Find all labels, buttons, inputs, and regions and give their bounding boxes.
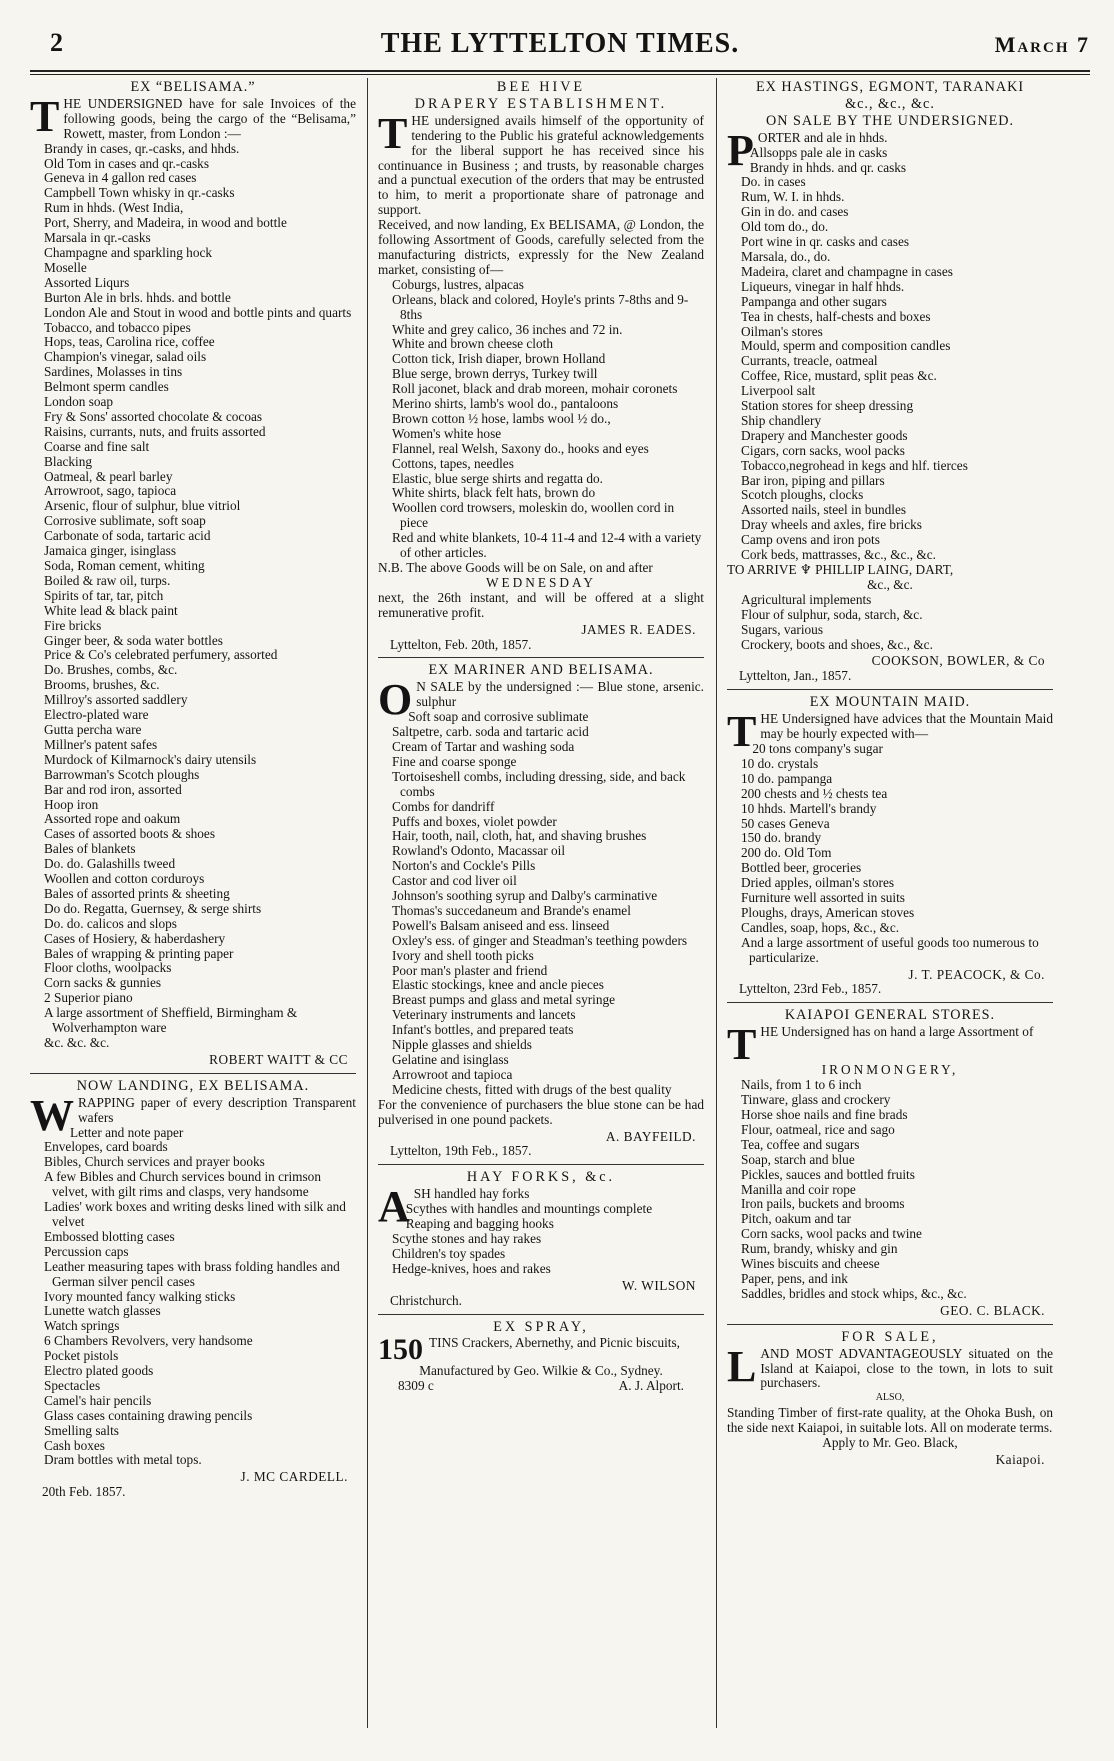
list-item: Marsala in qr.-casks	[44, 230, 151, 246]
ad-kaiapoi-stores	[727, 1008, 1053, 1318]
ad-signature: GEO. C. BLACK.	[940, 1302, 1045, 1318]
list-item: Letter and note paper	[70, 1124, 184, 1140]
ad-separator	[378, 1164, 704, 1165]
ad-intro-text: RAPPING paper of every description Transparent wafers	[78, 1094, 356, 1125]
ad-title: EX MOUNTAIN MAID.	[809, 694, 971, 711]
list-item: Floor cloths, woolpacks	[44, 960, 172, 976]
list-item: Brandy in cases, qr.-casks, and hhds.	[44, 140, 240, 156]
list-item: Elastic, blue serge shirts and regatta do.	[392, 470, 603, 486]
ad-ex-mariner	[378, 663, 704, 1159]
list-item: Percussion caps	[44, 1243, 129, 1259]
sale-day: WEDNESDAY	[486, 574, 596, 590]
column-3	[727, 80, 1053, 1472]
ad-intro-text: ORTER and ale in hhds.	[757, 129, 888, 145]
column-divider	[367, 78, 368, 1728]
ad-separator	[727, 689, 1053, 690]
list-item: Coffee, Rice, mustard, split peas &c.	[741, 368, 937, 384]
list-item: Pitch, oakum and tar	[741, 1211, 852, 1227]
list-item: Bales of assorted prints & sheeting	[44, 885, 230, 901]
masthead	[30, 28, 1090, 62]
list-item: Scythe stones and hay rakes	[392, 1230, 542, 1246]
list-item: Liverpool salt	[741, 383, 816, 399]
list-item: Tobacco,negrohead in kegs and hlf. tierces	[741, 457, 968, 473]
ad-subtitle: DRAPERY ESTABLISHMENT.	[414, 95, 668, 112]
ad-intro-text: HE undersigned avails himself of the opportunity of tendering to the Public his grateful acknowledgements for the liberal support he has received since his continuance in Business ; and trusts, by reasonable charges and a punctual execution of the orders that may be entrusted to him, to merit a proportionate share of patronage and support.	[378, 112, 704, 218]
list-item: Bibles, Church services and prayer books	[44, 1154, 265, 1170]
list-item: Assorted nails, steel in bundles	[741, 502, 907, 518]
list-item: Horse shoe nails and fine brads	[741, 1107, 908, 1122]
list-item: Boiled & raw oil, turps.	[44, 572, 171, 588]
list-item: Price & Co's celebrated perfumery, assorted	[44, 647, 278, 663]
list-item: Cigars, corn sacks, wool packs	[741, 442, 905, 458]
item-list	[378, 278, 704, 561]
list-item: Oxley's ess. of ginger and Steadman's teething powders	[392, 932, 688, 948]
list-item: Camel's hair pencils	[44, 1392, 152, 1408]
list-item: Rum, brandy, whisky and gin	[741, 1241, 898, 1257]
list-item: Bales of blankets	[44, 841, 136, 857]
list-item: Tobacco, and tobacco pipes	[44, 319, 191, 335]
list-item: Cases of assorted boots & shoes	[44, 826, 215, 842]
list-item: Raisins, currants, nuts, and fruits assorted	[44, 423, 266, 439]
ad-note: For the convenience of purchasers the blue stone can be had pulverised in one pound packets.	[378, 1096, 704, 1127]
list-item: Tea in chests, half-chests and boxes	[741, 308, 931, 324]
ad-separator	[727, 1002, 1053, 1003]
list-item: Flannel, real Welsh, Saxony do., hooks and eyes	[392, 440, 649, 456]
list-item: Allsopps pale ale in casks	[749, 144, 888, 160]
ad-dateline: Lyttelton, 23rd Feb., 1857.	[739, 981, 882, 997]
list-item: Port, Sherry, and Madeira, in wood and bottle	[44, 215, 287, 231]
list-item: Woollen cord trowsers, moleskin do, woollen cord in piece	[392, 500, 675, 531]
ad-title: EX SPRAY,	[493, 1318, 589, 1335]
list-item: Rum, W. I. in hhds.	[741, 189, 845, 205]
list-item: Ladies' work boxes and writing desks lined with silk and velvet	[44, 1199, 346, 1229]
list-item: Ploughs, drays, American stoves	[741, 904, 915, 920]
list-item: Fine and coarse sponge	[392, 753, 517, 769]
drop-cap: P	[727, 125, 754, 175]
list-item: 2 Superior piano	[44, 990, 133, 1006]
column-divider	[716, 78, 717, 1728]
manufacturer-line: Manufactured by Geo. Wilkie & Co., Sydney.	[419, 1363, 663, 1379]
to-arrive-heading: TO ARRIVE ♆ PHILLIP LAING, DART,	[727, 562, 954, 577]
ad-separator	[378, 1314, 704, 1315]
list-item: Carbonate of soda, tartaric acid	[44, 528, 211, 544]
ad-bee-hive	[378, 80, 704, 652]
ad-title: EX “BELISAMA.”	[130, 79, 256, 95]
list-item: Cork beds, mattrasses, &c., &c., &c.	[741, 547, 936, 563]
list-item: Tinware, glass and crockery	[741, 1092, 891, 1108]
list-item: Red and white blankets, 10-4 11-4 and 12-4 with a variety of other articles.	[392, 530, 702, 561]
ad-signature: J. T. PEACOCK, & Co.	[908, 966, 1045, 982]
ad-body-text: TINS Crackers, Abernethy, and Picnic biscuits,	[429, 1335, 680, 1351]
drop-cap: A	[378, 1182, 410, 1232]
list-item: 50 cases Geneva	[741, 815, 830, 831]
list-item: Corrosive sublimate, soft soap	[44, 513, 206, 529]
list-item: Smelling salts	[44, 1422, 119, 1438]
column-1	[30, 80, 356, 1504]
list-item: Ginger beer, & soda water bottles	[44, 632, 223, 648]
list-item: 10 do. crystals	[741, 755, 819, 771]
list-item: Sugars, various	[741, 621, 823, 637]
issue-date: March 7	[994, 32, 1090, 57]
list-item: Crockery, boots and shoes, &c., &c.	[741, 636, 933, 652]
drop-cap: T	[378, 108, 408, 158]
list-item: Flour of sulphur, soda, starch, &c.	[741, 606, 923, 622]
masthead-rule	[30, 70, 1090, 72]
ad-title: FOR SALE,	[841, 1328, 939, 1345]
list-item: Millroy's assorted saddlery	[44, 692, 188, 708]
list-item: Scotch ploughs, clocks	[741, 487, 864, 503]
list-item: Bar iron, piping and pillars	[741, 472, 885, 488]
list-item: Gutta percha ware	[44, 721, 142, 737]
list-item: Soft soap and corrosive sublimate	[408, 709, 589, 725]
list-item: Children's toy spades	[392, 1245, 506, 1261]
ad-dateline: Lyttelton, Jan., 1857.	[739, 668, 852, 684]
list-item: Bottled beer, groceries	[741, 860, 862, 876]
list-item: Thomas's succedaneum and Brande's enamel	[392, 902, 631, 918]
ad-mountain-maid	[727, 695, 1053, 997]
list-item: Do do. Regatta, Guernsey, & serge shirts	[44, 900, 262, 916]
list-item: Woollen and cotton corduroys	[44, 871, 205, 887]
ad-separator	[30, 1073, 356, 1074]
list-item: Champagne and sparkling hock	[44, 244, 213, 260]
list-item: A large assortment of Sheffield, Birmingham & Wolverhampton ware	[44, 1005, 298, 1036]
list-item: Liqueurs, vinegar in half hhds.	[741, 278, 905, 294]
ad-footer	[378, 1379, 704, 1394]
list-item: Madeira, claret and champagne in cases	[741, 263, 953, 279]
list-item: Oatmeal, & pearl barley	[44, 468, 173, 484]
list-item: Powell's Balsam aniseed and ess. linseed	[392, 917, 610, 933]
ad-dateline: 20th Feb. 1857.	[42, 1484, 126, 1500]
ad-body: Standing Timber of first-rate quality, at the Ohoka Bush, on the side next Kaiapoi, in suitable lots. All on moderate terms.	[727, 1405, 1053, 1436]
ad-title: NOW LANDING, EX BELISAMA.	[76, 1077, 310, 1094]
list-item: Camp ovens and iron pots	[741, 532, 880, 548]
list-item: Arrowroot and tapioca	[392, 1066, 513, 1082]
item-list	[727, 1078, 1053, 1302]
list-item: Station stores for sheep dressing	[741, 398, 914, 414]
list-item: Wines biscuits and cheese	[741, 1256, 880, 1272]
list-item: Corn sacks & gunnies	[44, 975, 162, 991]
drop-cap: T	[30, 91, 60, 141]
list-item: 10 hhds. Martell's brandy	[741, 800, 877, 816]
item-list	[378, 1202, 704, 1277]
list-item: Cotton tick, Irish diaper, brown Holland	[392, 351, 606, 367]
list-item: Assorted Liqurs	[44, 274, 130, 290]
ad-intro-text: HE Undersigned has on hand a large Assortment of	[760, 1024, 1034, 1040]
list-item: Oilman's stores	[741, 323, 823, 339]
ad-title: EX HASTINGS, EGMONT, TARANAKI	[755, 79, 1025, 95]
list-item: Breast pumps and glass and metal syringe	[392, 992, 616, 1008]
also-label: ALSO,	[875, 1392, 905, 1404]
list-item: Pickles, sauces and bottled fruits	[741, 1166, 915, 1182]
list-item: Paper, pens, and ink	[741, 1270, 848, 1286]
list-item: Cases of Hosiery, & haberdashery	[44, 930, 226, 946]
list-item: Gelatine and isinglass	[392, 1052, 509, 1067]
drop-cap: L	[727, 1341, 757, 1391]
list-item: Old tom do., do.	[741, 219, 829, 235]
list-item: Roll jaconet, black and drab moreen, mohair coronets	[392, 381, 678, 397]
list-item: &c. &c. &c.	[44, 1035, 110, 1050]
list-item: Hops, teas, Carolina rice, coffee	[44, 334, 215, 350]
list-item: Brandy in hhds. and qr. casks	[749, 159, 907, 175]
item-list	[30, 142, 356, 1051]
list-item: Currants, treacle, oatmeal	[741, 353, 878, 369]
list-item: Electro-plated ware	[44, 707, 149, 723]
list-item: Embossed blotting cases	[44, 1228, 175, 1244]
list-item: Do. do. Galashills tweed	[44, 856, 176, 872]
list-item: Bales of wrapping & printing paper	[44, 945, 234, 961]
list-item: Tea, coffee and sugars	[741, 1136, 860, 1152]
drop-cap: W	[30, 1090, 74, 1140]
ad-intro-text: HE UNDERSIGNED have for sale Invoices of the following goods, being the cargo of the “Belisama,” Rowett, master, from London :—	[63, 95, 356, 141]
ad-signature: JAMES R. EADES.	[581, 621, 696, 637]
list-item: Champion's vinegar, salad oils	[44, 349, 207, 365]
list-item: Dray wheels and axles, fire bricks	[741, 517, 922, 533]
list-item: Do. Brushes, combs, &c.	[44, 662, 178, 678]
ad-code: 8309 c	[398, 1378, 434, 1394]
list-item: Barrowman's Scotch ploughs	[44, 766, 200, 782]
list-item: A few Bibles and Church services bound in crimson velvet, with gilt rims and clasps, very handsome	[44, 1169, 321, 1200]
list-item: Millner's patent safes	[44, 736, 158, 752]
ad-now-landing	[30, 1079, 356, 1500]
list-item: Coarse and fine salt	[44, 438, 150, 454]
list-item: Dram bottles with metal tops.	[44, 1452, 202, 1468]
list-item: Arrowroot, sago, tapioca	[44, 483, 177, 499]
list-item: Saddles, bridles and stock whips, &c., &c.	[741, 1285, 967, 1301]
ad-dateline: Lyttelton, 19th Feb., 1857.	[390, 1143, 532, 1159]
ad-signature: A. BAYFEILD.	[605, 1128, 696, 1144]
list-item: Hoop iron	[44, 796, 99, 812]
list-item: Tortoiseshell combs, including dressing, side, and back combs	[392, 768, 686, 799]
list-item: Scythes with handles and mountings complete	[405, 1201, 653, 1217]
list-item: Hedge-knives, hoes and rakes	[392, 1260, 551, 1276]
list-item: Cottons, tapes, needles	[392, 455, 514, 471]
list-item: Reaping and bagging hooks	[405, 1216, 554, 1232]
list-item: 200 do. Old Tom	[741, 845, 832, 861]
list-item: Mould, sperm and composition candles	[741, 338, 951, 354]
list-item: Combs for dandriff	[392, 798, 495, 814]
drop-cap: O	[378, 675, 413, 725]
list-item: Drapery and Manchester goods	[741, 427, 908, 443]
item-list	[378, 710, 704, 1098]
drop-cap: T	[727, 1020, 757, 1070]
list-item: Moselle	[44, 259, 87, 275]
column-2	[378, 80, 704, 1398]
list-item: Do. in cases	[741, 174, 806, 190]
ad-signature: ROBERT WAITT & CC	[209, 1051, 348, 1067]
page-number: 2	[50, 28, 63, 57]
ad-subtitle: ON SALE BY THE UNDERSIGNED.	[765, 112, 1015, 129]
list-item: And a large assortment of useful goods too numerous to particularize.	[741, 934, 1039, 965]
list-item: Geneva in 4 gallon red cases	[44, 170, 197, 186]
list-item: Sardines, Molasses in tins	[44, 364, 183, 380]
ad-ex-hastings	[727, 80, 1053, 684]
list-item: Blue serge, brown derrys, Turkey twill	[392, 366, 598, 382]
list-item: Jamaica ginger, isinglass	[44, 543, 177, 559]
ad-title-2: &c., &c., &c.	[845, 95, 935, 112]
ad-intro-text: HE Undersigned have advices that the Mountain Maid may be hourly expected with—	[760, 711, 1053, 742]
list-item: Cream of Tartar and washing soda	[392, 738, 575, 754]
ad-note-2: next, the 26th instant, and will be offered at a slight remunerative profit.	[378, 589, 704, 620]
ad-intro	[378, 108, 704, 218]
ad-intro	[727, 1341, 1053, 1392]
list-item: 10 do. pampanga	[741, 770, 833, 786]
ad-signature: COOKSON, BOWLER, & Co	[871, 653, 1045, 669]
list-item: Elastic stockings, knee and ancle pieces	[392, 977, 604, 993]
ad-dateline: Lyttelton, Feb. 20th, 1857.	[390, 636, 532, 652]
ad-intro-text: N SALE by the undersigned :— Blue stone, arsenic. sulphur	[416, 679, 704, 710]
list-item: Ivory mounted fancy walking sticks	[44, 1288, 236, 1304]
ad-ex-belisama	[30, 80, 356, 1068]
list-item: Johnson's soothing syrup and Dalby's carminative	[392, 888, 658, 904]
list-item: Brown cotton ½ hose, lambs wool ½ do.,	[392, 410, 611, 426]
list-item: Gin in do. and cases	[741, 204, 849, 220]
list-item: Corn sacks, wool packs and twine	[741, 1226, 922, 1242]
list-item: Fire bricks	[44, 617, 102, 633]
ad-place: Kaiapoi.	[995, 1451, 1045, 1467]
list-item: Iron pails, buckets and brooms	[741, 1196, 905, 1212]
list-item: Marsala, do., do.	[741, 248, 831, 264]
list-item: Glass cases containing drawing pencils	[44, 1407, 253, 1423]
list-item: Saltpetre, carb. soda and tartaric acid	[392, 724, 589, 740]
list-item: Furniture well assorted in suits	[741, 890, 905, 906]
list-item: Soap, starch and blue	[741, 1151, 855, 1167]
list-item: London soap	[44, 394, 114, 410]
ad-intro	[30, 91, 356, 142]
ad-intro-text: SH handled hay forks	[413, 1186, 530, 1202]
item-list	[727, 593, 1053, 653]
list-item: White lead & black paint	[44, 602, 178, 618]
list-item: Burton Ale in brls. hhds. and bottle	[44, 289, 231, 305]
list-item: Spirits of tar, tar, pitch	[44, 587, 164, 603]
list-item: Envelopes, card boards	[44, 1139, 168, 1155]
list-item: London Ale and Stout in wood and bottle pints and quarts	[44, 304, 352, 320]
list-item: Poor man's plaster and friend	[392, 962, 548, 978]
list-item: Manilla and coir rope	[741, 1181, 856, 1197]
list-item: Nails, from 1 to 6 inch	[741, 1077, 862, 1093]
list-item: Belmont sperm candles	[44, 379, 169, 395]
ad-title: HAY FORKS, &c.	[466, 1169, 616, 1186]
list-item: 20 tons company's sugar	[752, 740, 883, 756]
quantity-number: 150	[378, 1333, 423, 1367]
list-item: Flour, oatmeal, rice and sago	[741, 1121, 895, 1137]
ad-hay-forks	[378, 1170, 704, 1308]
to-arrive-sub: &c., &c.	[867, 576, 913, 592]
list-item: Port wine in qr. casks and cases	[741, 234, 910, 250]
ad-ex-spray	[378, 1320, 704, 1395]
ad-for-sale	[727, 1330, 1053, 1468]
ad-title: KAIAPOI GENERAL STORES.	[784, 1007, 996, 1024]
item-list	[727, 146, 1053, 563]
list-item: Castor and cod liver oil	[392, 873, 517, 889]
list-item: Rum in hhds. (West India,	[44, 200, 184, 216]
list-item: Rowland's Odonto, Macassar oil	[392, 843, 566, 859]
ad-signature: W. WILSON	[622, 1277, 696, 1293]
list-item: Electro plated goods	[44, 1363, 154, 1379]
list-item: 200 chests and ½ chests tea	[741, 785, 888, 801]
list-item: Pocket pistols	[44, 1348, 119, 1364]
ad-signature: J. MC CARDELL.	[240, 1469, 348, 1485]
item-list	[30, 1126, 356, 1469]
ironmongery-heading: IRONMONGERY,	[821, 1062, 959, 1078]
list-item: Orleans, black and colored, Hoyle's prints 7-8ths and 9-8ths	[392, 291, 689, 322]
ad-title: BEE HIVE	[496, 79, 586, 95]
masthead-rule-thin	[30, 74, 1090, 75]
ad-dateline: Christchurch.	[390, 1292, 463, 1308]
list-item: Ivory and shell tooth picks	[392, 947, 534, 963]
list-item: Norton's and Cockle's Pills	[392, 858, 536, 874]
list-item: Lunette watch glasses	[44, 1303, 161, 1319]
list-item: Leather measuring tapes with brass folding handles and German silver pencil cases	[44, 1258, 340, 1289]
item-list	[727, 742, 1053, 966]
list-item: Candles, soap, hops, &c., &c.	[741, 919, 900, 935]
ad-title: EX MARINER AND BELISAMA.	[428, 662, 654, 679]
ad-note: N.B. The above Goods will be on Sale, on and after	[378, 560, 653, 575]
list-item: Fry & Sons' assorted chocolate & cocoas	[44, 408, 263, 424]
list-item: Blacking	[44, 453, 93, 469]
list-item: Veterinary instruments and lancets	[392, 1007, 576, 1023]
list-item: Spectacles	[44, 1377, 101, 1393]
list-item: Watch springs	[44, 1318, 120, 1334]
list-item: Merino shirts, lamb's wool do., pantaloons	[392, 396, 619, 412]
list-item: 6 Chambers Revolvers, very handsome	[44, 1333, 253, 1349]
list-item: 150 do. brandy	[741, 830, 822, 846]
ad-body	[378, 1333, 704, 1367]
list-item: Infant's bottles, and prepared teats	[392, 1022, 574, 1038]
apply-line: Apply to Mr. Geo. Black,	[822, 1435, 958, 1451]
list-item: Murdock of Kilmarnock's dairy utensils	[44, 751, 257, 767]
list-item: White shirts, black felt hats, brown do	[392, 485, 596, 501]
list-item: Brooms, brushes, &c.	[44, 677, 160, 693]
list-item: Bar and rod iron, assorted	[44, 781, 182, 797]
list-item: Nipple glasses and shields	[392, 1037, 532, 1053]
list-item: Soda, Roman cement, whiting	[44, 558, 205, 573]
ad-separator	[727, 1324, 1053, 1325]
list-item: Agricultural implements	[741, 591, 872, 607]
list-item: Campbell Town whisky in qr.-casks	[44, 185, 235, 201]
ad-intro-text: AND MOST ADVANTAGEOUSLY situated on the Island at Kaiapoi, close to the town, in lots to suit purchasers.	[760, 1345, 1053, 1391]
drop-cap: T	[727, 707, 757, 757]
list-item: Pampanga and other sugars	[741, 293, 887, 309]
list-item: Women's white hose	[392, 425, 502, 441]
ad-signature: A. J. Alport.	[618, 1378, 684, 1394]
list-item: Puffs and boxes, violet powder	[392, 813, 557, 829]
list-item: White and brown cheese cloth	[392, 336, 553, 352]
ad-intro-2: Received, and now landing, Ex BELISAMA, @ London, the following Assortment of Goods, carefully selected from the manufacturing districts, expressly for the New Zealand market, consisting of—	[378, 217, 704, 277]
list-item: Old Tom in cases and qr.-casks	[44, 155, 210, 171]
list-item: White and grey calico, 36 inches and 72 in.	[392, 321, 623, 337]
list-item: Hair, tooth, nail, cloth, hat, and shaving brushes	[392, 828, 647, 844]
list-item: Assorted rope and oakum	[44, 811, 181, 827]
newspaper-title: THE LYTTELTON TIMES.	[380, 28, 740, 59]
list-item: Medicine chests, fitted with drugs of the best quality	[392, 1081, 672, 1097]
list-item: Cash boxes	[44, 1437, 105, 1453]
list-item: Arsenic, flour of sulphur, blue vitriol	[44, 498, 241, 514]
list-item: Do. do. calicos and slops	[44, 915, 177, 931]
list-item: Coburgs, lustres, alpacas	[392, 276, 524, 292]
list-item: Dried apples, oilman's stores	[741, 875, 895, 891]
ad-separator	[378, 657, 704, 658]
list-item: Ship chandlery	[741, 412, 822, 428]
